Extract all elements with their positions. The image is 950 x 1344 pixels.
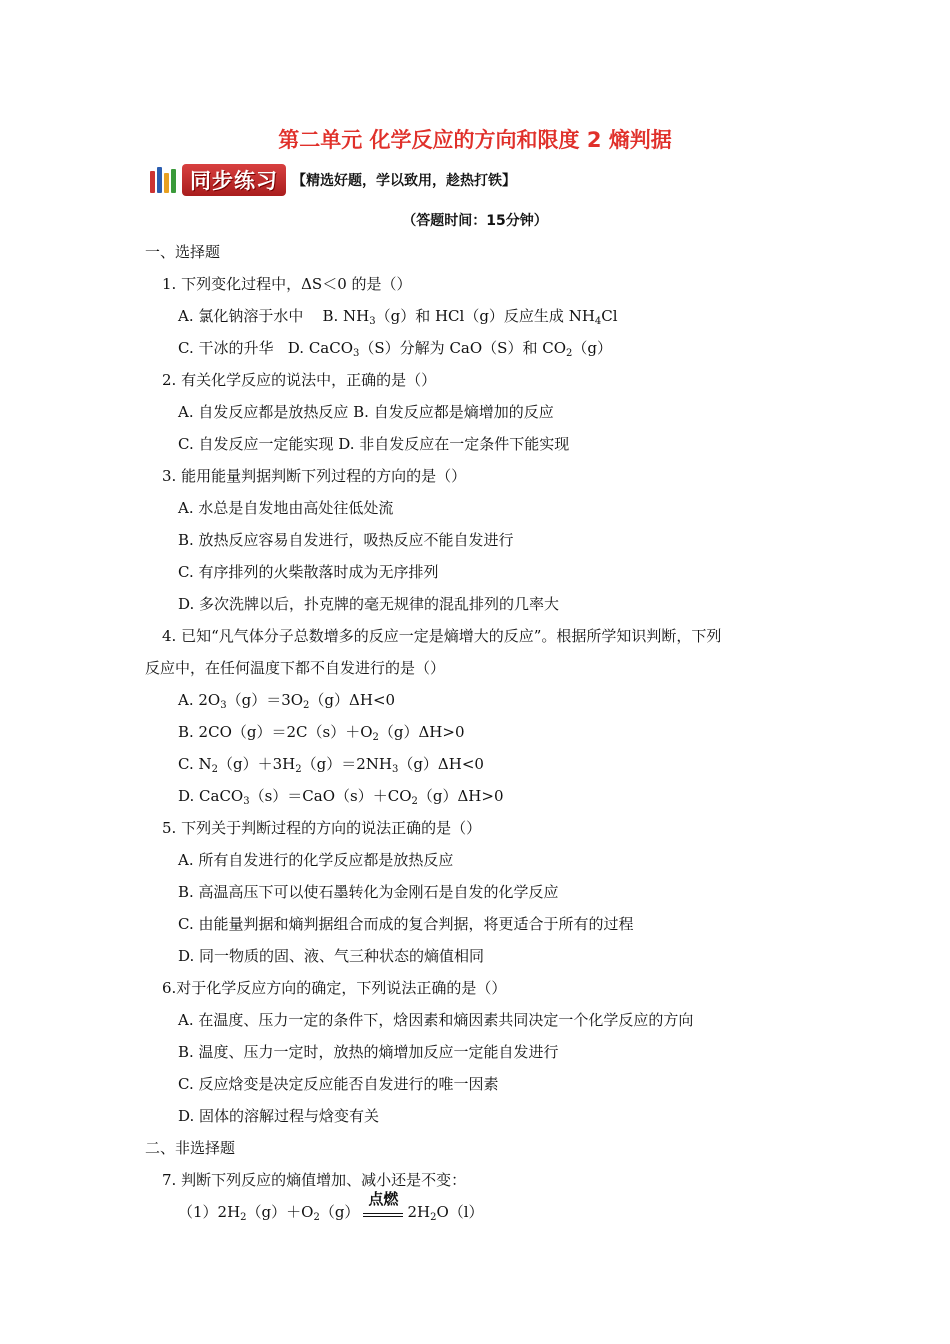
option-c: C. 干冰的升华 [178,339,274,357]
option-d: D. CaCO$_3$（S）分解为 CaO（S）和 $CO_2(g)$ [287,339,612,359]
option-d: D. 固体的溶解过程与焓变有关 [178,1107,380,1125]
practice-badge: 同步练习 [182,164,286,196]
question-stem: 1. 下列变化过程中，ΔS＜0 的是（） [162,275,412,293]
reaction-equation: $(1)2H_2(g)+O_2(g)$ 点燃 $2H_2O(l)$ [178,1190,484,1223]
option-line: A. 自发反应都是放热反应 B. 自发反应都是熵增加的反应 [178,403,554,421]
option-c: C. $N_2(g)+3H_2(g)=2NH_3(g)\Delta H<0$ [178,755,484,775]
option-d: D. $CaCO_3(s)=CaO(s)+CO_2(g)\Delta H>0$ [178,787,504,807]
option-d: D. 同一物质的固、液、气三种状态的熵值相同 [178,947,485,965]
option-b: B. 高温高压下可以使石墨转化为金刚石是自发的化学反应 [178,883,559,901]
section-heading: 二、非选择题 [145,1139,236,1157]
option-a: A. 水总是自发地由高处往低处流 [178,499,394,517]
question-stem: 4. 已知“凡气体分子总数增多的反应一定是熵增大的反应”。根据所学知识判断，下列 [162,627,722,645]
page-title: 第二单元 化学反应的方向和限度 2 熵判据 [278,128,672,152]
option-a: A. 在温度、压力一定的条件下，焓因素和熵因素共同决定一个化学反应的方向 [178,1011,694,1029]
option-b: B. $2CO(g)=2C(s)+O_2(g)\Delta H>0$ [178,723,465,743]
option-line [178,338,612,358]
time-note: （答题时间：15分钟） [402,213,548,229]
question-stem: 3. 能用能量判据判断下列过程的方向的是（） [162,467,467,485]
practice-banner [150,164,516,196]
option-b: B. 温度、压力一定时，放热的熵增加反应一定能自发进行 [178,1043,559,1061]
section-heading: 一、选择题 [145,243,221,261]
books-icon [150,167,176,193]
question-stem: 2. 有关化学反应的说法中，正确的是（） [162,371,437,389]
option-c: C. 反应焓变是决定反应能否自发进行的唯一因素 [178,1075,499,1093]
option-d: D. 多次洗牌以后，扑克牌的毫无规律的混乱排列的几率大 [178,595,560,613]
option-b: B. $NH_3(g)$和 HCl（g）反应生成 $NH_4Cl$ [322,307,618,327]
option-a: A. 所有自发进行的化学反应都是放热反应 [178,851,454,869]
reaction-arrow [361,1190,405,1222]
option-c: C. 由能量判据和熵判据组合而成的复合判据，将更适合于所有的过程 [178,915,634,933]
question-stem: 6.对于化学反应方向的确定，下列说法正确的是（） [162,979,507,997]
option-b: B. 放热反应容易自发进行，吸热反应不能自发进行 [178,531,514,549]
question-stem-cont: 反应中，在任何温度下都不自发进行的是（） [145,659,446,677]
option-line: C. 自发反应一定能实现 D. 非自发反应在一定条件下能实现 [178,435,570,453]
reaction-condition: 点燃 [368,1190,399,1208]
banner-slogan: 【精选好题，学以致用，趁热打铁】 [292,173,516,189]
question-stem: 5. 下列关于判断过程的方向的说法正确的是（） [162,819,482,837]
option-a: A. $2O_3(g)=3O_2(g)\Delta H<0$ [178,691,396,711]
option-c: C. 有序排列的火柴散落时成为无序排列 [178,563,439,581]
option-a: A. 氯化钠溶于水中 [178,307,304,325]
option-line [178,306,618,326]
question-stem: 7. 判断下列反应的熵值增加、减小还是不变： [162,1171,467,1189]
